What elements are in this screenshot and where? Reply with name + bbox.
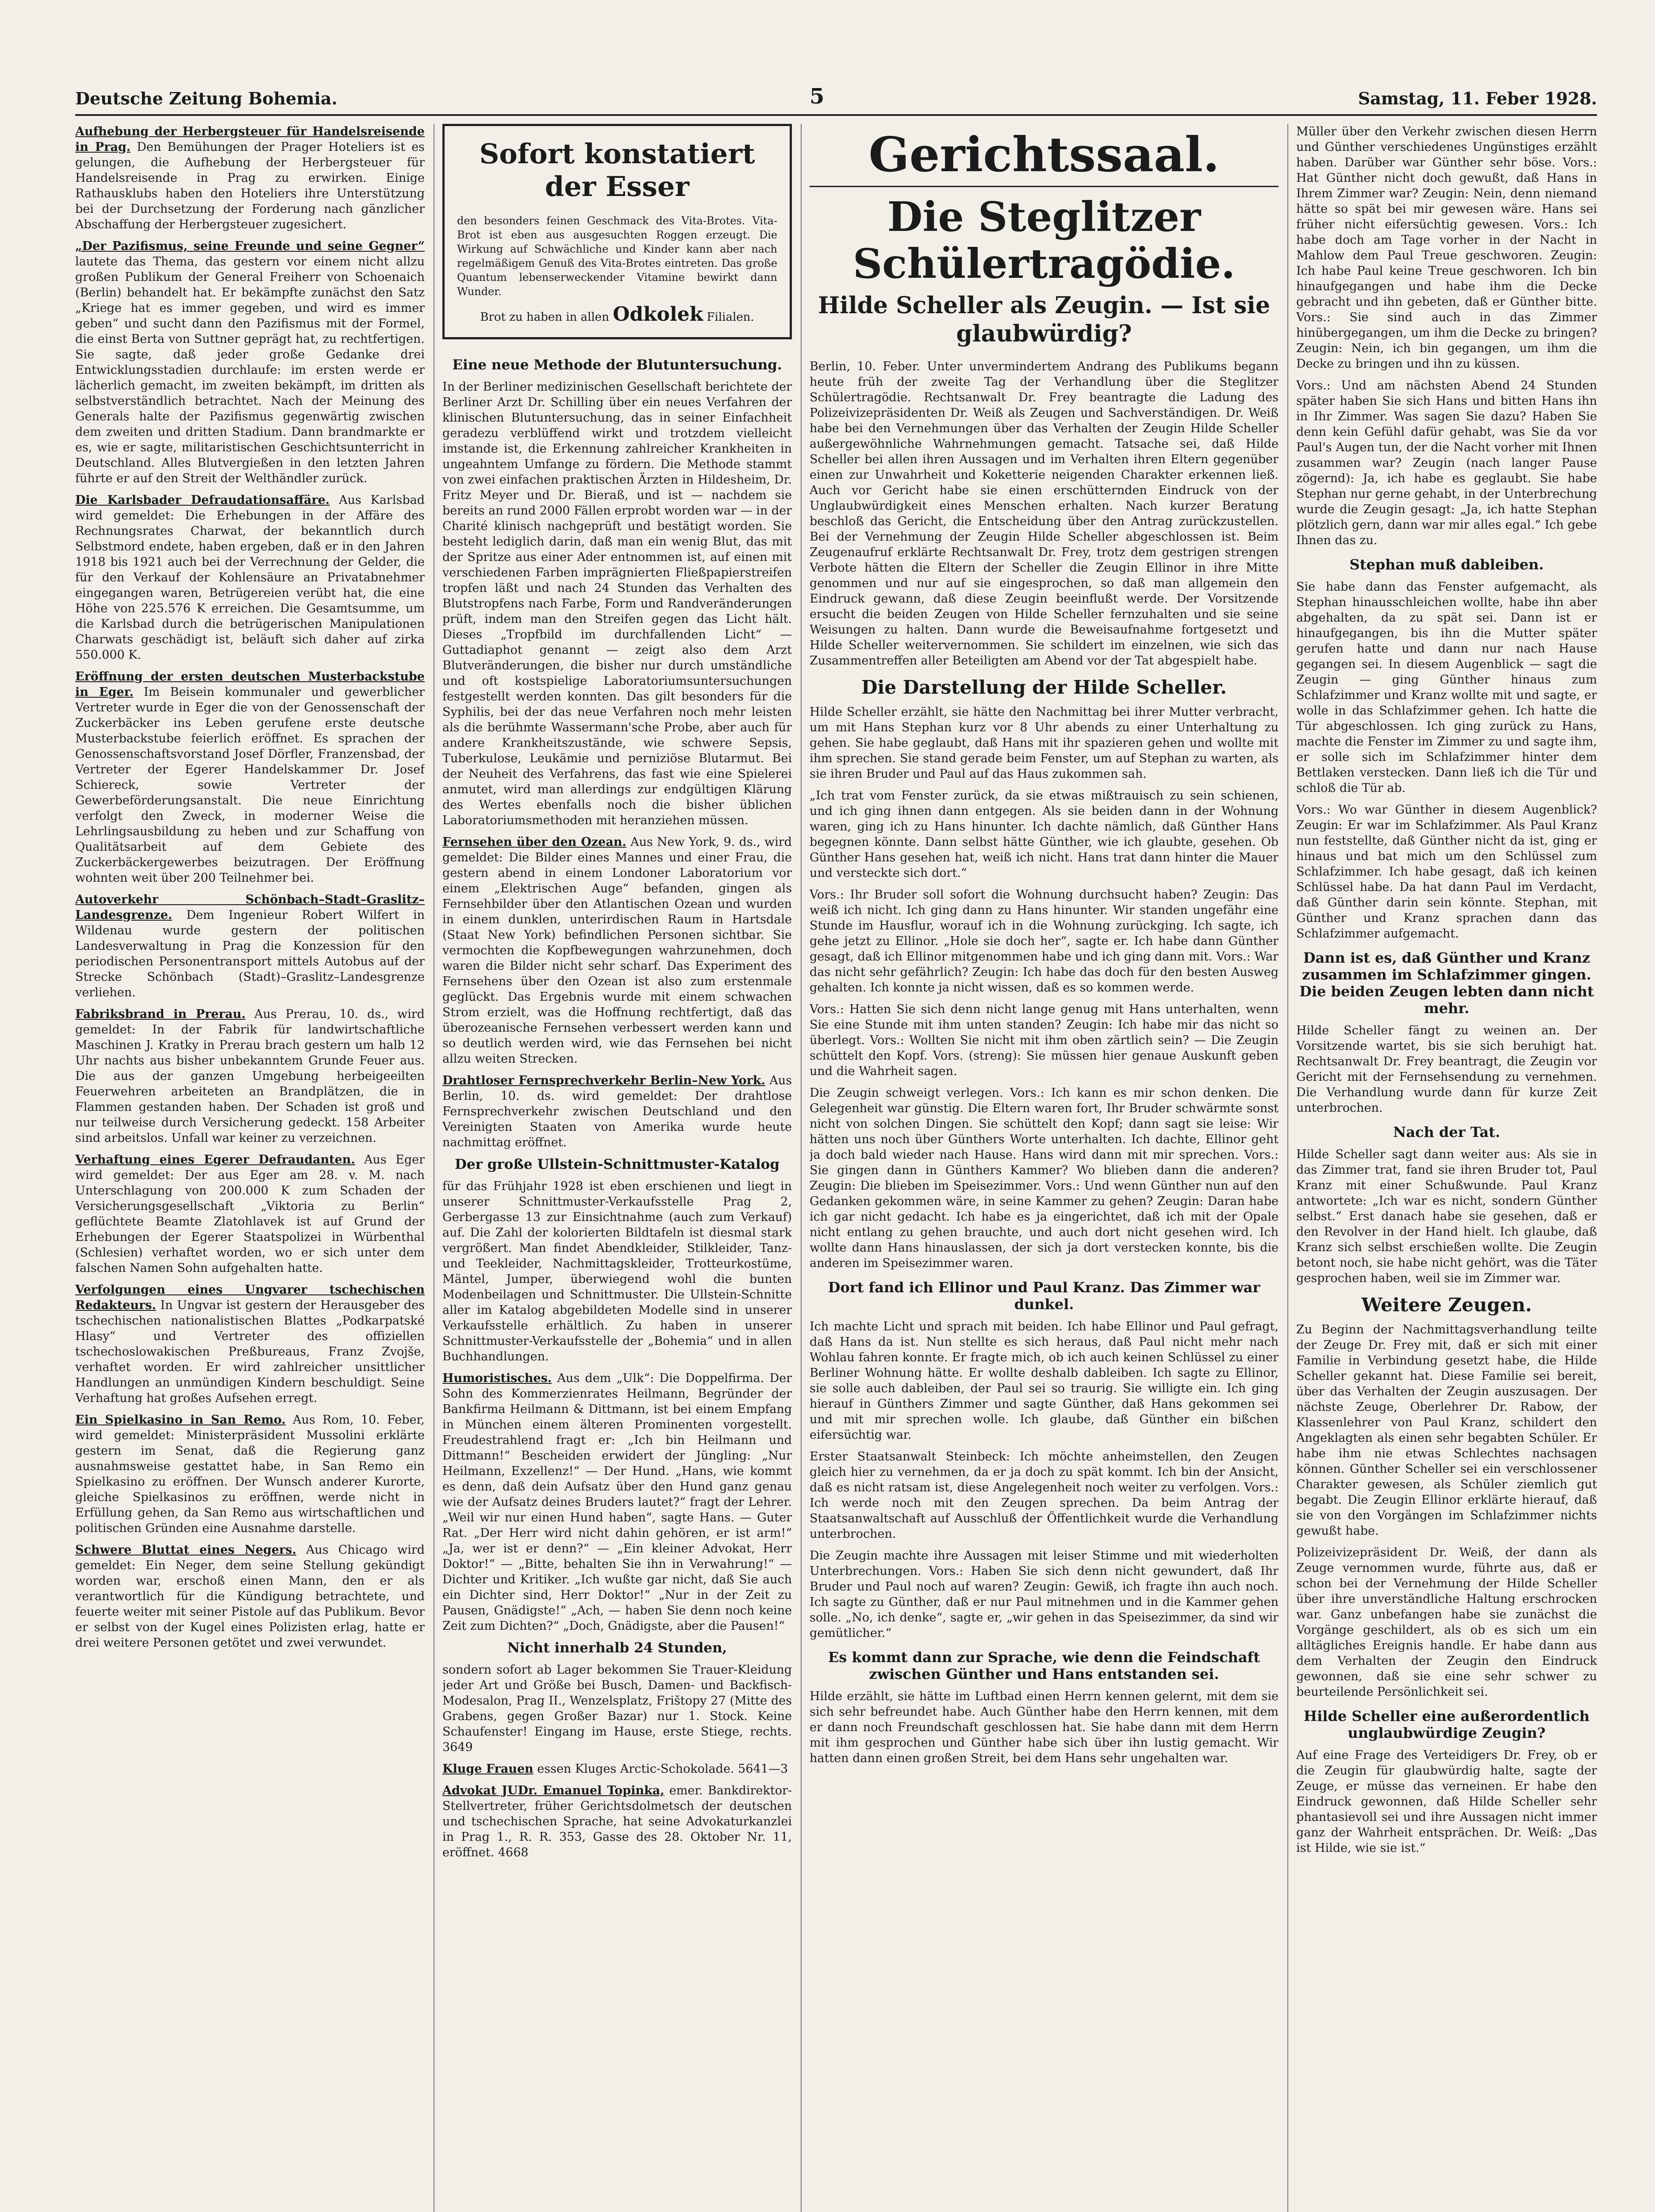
ad-body: sondern sofort ab Lager bekommen Sie Trauer-Kleidung jeder Art und Größe bei Busch, Damen- und Backfisch-Modesalon, Prag II., Wenzelsplatz, Frištopy 27 (Mitte des Grabens, gegen Großer Bazar) nur 1. Stock. Keine Schaufenster! Eingang im Hause, erste Stiege, rechts. xyxy=(442,1663,792,1739)
news-item xyxy=(75,1542,425,1651)
ad-brand: Odkolek xyxy=(613,303,703,326)
article-subtitle: Hilde Scheller eine außerordentlich unglaubwürdige Zeugin? xyxy=(1303,1708,1590,1741)
item-head: Aufhebung der Herbergsteuer für Handelsreisende in Prag. xyxy=(75,125,425,154)
news-item xyxy=(442,834,792,1067)
ad-text xyxy=(442,1783,792,1860)
ad-body: emer. Bankdirektor-Stellvertreter, früher Gerichtsdolmetsch der deutschen und tschechischen Sprache, hat seine Advokaturkanzlei in Prag 1., R. R. 353, Gasse des 28. Oktober Nr. 11, eröffnet. xyxy=(442,1784,792,1859)
column-1 xyxy=(75,124,425,2212)
article-subtitle: Dann ist es, daß Günther und Kranz zusammen im Schlafzimmer gingen. Die beiden Zeugen lebten dann nicht mehr. xyxy=(1299,949,1594,1017)
article-text: Ich machte Licht und sprach mit beiden. Ich habe Ellinor und Paul gefragt, daß Hans da ist. Nun stellte es sich heraus, daß Paul nicht mehr nach Wohlau fahren konnte. Er fragte mich, ob ich auch keinen Schlüssel zu einer Berliner Wohnung hätte. Er wollte deshalb dableiben. Ich sagte zu Ellinor, sie solle auch dableiben, der Paul sei so traurig. Sie willigte ein. Ich ging hierauf in Günthers Zimmer und sagte Günther, daß Hans gekommen sei und mit mir sprechen wolle. Ich glaube, daß Günther ein bißchen eifersüchtig war. xyxy=(810,1320,1279,1442)
ad-text: für das Frühjahr 1928 ist eben erschienen und liegt in unserer Schnittmuster-Verkaufsstelle Prag 2, Gerbergasse 13 zur Einsichtnahme (auch zum Verkauf) auf. Die Zahl der kolorierten Bildtafeln ist diesmal stark vergrößert. Man findet Abendkleider, Stilkleider, Tanz- und Teekleider, Nachmittagskleider, Trotteurkostüme, Mäntel, Jumper, überwiegend wohl die bunten Modenbeilagen und Schnittmuster. Die Ullstein-Schnitte aller im Katalog abgebildeten Modelle sind in unserer Verkaufsstelle erhältlich. Zu haben in unserer Schnittmuster-Verkaufsstelle der „Bohemia“ und in allen Buchhandlungen. xyxy=(442,1179,792,1363)
column-4 xyxy=(1296,124,1597,2212)
ad-title: Der große Ullstein-Schnittmuster-Katalog xyxy=(454,1156,780,1172)
ad-title: Sofort konstatiert der Esser xyxy=(479,138,755,203)
item-head: Ein Spielkasino in San Remo. xyxy=(75,1413,286,1427)
column-divider xyxy=(801,124,802,2212)
ad-text xyxy=(442,1662,792,1755)
item-head: Die Karlsbader Defraudationsaffäre. xyxy=(75,493,330,507)
sub-headline: Hilde Scheller als Zeugin. — Ist sie glaubwürdig? xyxy=(818,292,1271,347)
article-text: Vors.: Und am nächsten Abend 24 Stunden später haben Sie sich Hans und bitten Hans ihn in Ihr Zimmer. Was sagen Sie dazu? Haben Sie denn kein Gefühl dafür gehabt, was Sie da vor Paul's Augen tun, der die Nacht vorher mit Ihnen zusammen war? Zeugin (nach langer Pause zögernd): Ja, ich habe es geglaubt. Sie habe Stephan nur gerne gehabt, in der Unterbrechung wurde die Zeugin gesagt: „Ja, ich hatte Stephan plötzlich gern, dann war mir alles egal.“ Ich gebe Ihnen das zu. xyxy=(1296,379,1597,547)
item-head: Drahtloser Fernsprechverkehr Berlin–New York. xyxy=(442,1074,765,1087)
section-rule xyxy=(810,186,1279,187)
ad-title: Nicht innerhalb 24 Stunden, xyxy=(507,1640,727,1656)
page-header xyxy=(75,80,1597,115)
item-text: Aus Chicago wird gemeldet: Ein Neger, dem seine Stellung gekündigt worden war, erschoß einen Mann, den er als verantwortlich für die Kündigung betrachtete, und feuerte weiter mit seiner Pistole auf das Publikum. Bevor er selbst von der Kugel eines Polizisten erlag, hatte er drei weitere Personen getötet und zwei verwundet. xyxy=(75,1543,425,1650)
newspaper-page xyxy=(75,80,1597,2212)
article-text: Auf eine Frage des Verteidigers Dr. Frey, ob er die Zeugin für glaubwürdig halte, sagte der Zeuge, er müsse das verneinen. Er habe den Eindruck gewonnen, daß Hilde Scheller sehr phantasievoll sei und ihre Aussagen nicht immer ganz der Wahrheit entsprächen. Dr. Weiß: „Das ist Hilde, wie sie ist.“ xyxy=(1296,1748,1597,1855)
news-item xyxy=(75,1412,425,1536)
article-text: Polizeivizepräsident Dr. Weiß, der dann als Zeuge vernommen wurde, führte aus, daß er schon bei der Vernehmung der Hilde Scheller über ihre unverständliche Haltung erschrocken war. Ganz unbefangen habe sie zunächst die Vorgänge geschildert, als ob es sich um ein alltägliches Ereignis handle. Er habe dann aus dem Verhalten der Zeugin den Eindruck gewonnen, daß sie eine sehr schwer zu beurteilende Persönlichkeit sei. xyxy=(1296,1546,1597,1699)
article-text: Hilde Scheller fängt zu weinen an. Der Vorsitzende wartet, bis sie sich beruhigt hat. Rechtsanwalt Dr. Frey beantragt, die Zeugin vor Gericht mit der Fernsehsendung zu vernehmen. Die Verhandlung wurde dann für kurze Zeit unterbrochen. xyxy=(1296,1024,1597,1115)
item-text: Aus dem „Ulk“: Die Doppelfirma. Der Sohn des Kommerzienrates Heilmann, Begründer der Bankfirma Heilmann & Dittmann, ist bei einem Empfang in München einem älteren Prominenten vorgestellt. Freudestrahlend fragt er: „Ich bin Heilmann und Dittmann!“ Bescheiden erwidert der Jüngling: „Nur Heilmann, Exzellenz!“ — Der Hund. „Hans, wie kommt es denn, daß dein Aufsatz über den Hund ganz genau wie der Aufsatz deines Bruders lautet?“ fragt der Lehrer. „Weil wir nur einen Hund haben“, sagte Hans. — Guter Rat. „Der Herr wird nicht dahin gehören, er ist arm!“ „Ja, wer ist er denn?“ — „Ein kleiner Advokat, Herr Doktor!“ — „Bitte, behalten Sie ihn in Verwahrung!“ — Dichter und Kritiker. „Ich wußte gar nicht, daß Sie auch ein Dichter sind, Herr Doktor!“ „Nur in der Zeit zu Pausen, Gnädigste!“ „Ach, — haben Sie denn noch keine Zeit zum Dichten?“ „Doch, Gnädigste, aber die Pausen!“ xyxy=(442,1371,792,1633)
article-text: Hilde Scheller erzählt, sie hätte den Nachmittag bei ihrer Mutter verbracht, um mit Hans Stephan kurz vor 8 Uhr abends zu einer Unterhaltung zu gehen. Sie habe geglaubt, daß Hans mit ihr spazieren gehen und wollte mit ihm sprechen. Sie stand gerade beim Fenster, um auf Stephan zu warten, als sie ihren Bruder und Paul auf das Haus zukommen sah. xyxy=(810,705,1279,781)
article-text: Hilde erzählt, sie hätte im Luftbad einen Herrn kennen gelernt, mit dem sie sich sehr befreundet habe. Auch Günther habe den Herrn kennen, mit dem er dann noch Freundschaft geschlossen hat. Sie habe dann mit dem Herrn mit ihm gesprochen und Günther habe sich über ihn lustig gemacht. Wir hatten dann einen großen Streit, bei dem Hans sehr ungehalten war. xyxy=(810,1690,1279,1765)
column-2 xyxy=(442,124,792,2212)
article-subtitle: Dort fand ich Ellinor und Paul Kranz. Das Zimmer war dunkel. xyxy=(828,1279,1260,1313)
vita-brot-advertisement xyxy=(442,124,792,339)
issue-date: Samstag, 11. Feber 1928. xyxy=(1358,88,1597,108)
item-head: Fabriksbrand in Prerau. xyxy=(75,1007,246,1021)
item-head: Verfolgungen eines Ungvarer tschechischen Redakteurs. xyxy=(75,1283,425,1312)
item-head: Fernsehen über den Ozean. xyxy=(442,835,626,849)
ad-body: essen Kluges Arctic-Schokolade. xyxy=(537,1762,734,1776)
article-text: Erster Staatsanwalt Steinbeck: Ich möchte anheimstellen, den Zeugen gleich hier zu vernehmen, da er ja doch zu spät kommt. Ich bin der Ansicht, daß es nicht ratsam ist, diese Angelegenheit noch weiter zu verfolgen. Vors.: Ich werde noch mit den Zeugen sprechen. Da beim Antrag der Staatsanwaltschaft auf Ausschluß der Öffentlichkeit wurde die Verhandlung unterbrochen. xyxy=(810,1450,1279,1541)
item-text: Aus New York, 9. ds., wird gemeldet: Die Bilder eines Mannes und einer Frau, die gestern abend in einem Londoner Laboratorium vor einem „Elektrischen Auge“ befanden, gingen als Fernsehbilder über den Atlantischen Ozean und wurden in einem dunklen, unterirdischen Raum in Hartsdale (Staat New York) befindlichen Personen sichtbar. Sie vermochten die Kopfbewegungen wahrzunehmen, doch waren die Bilder nicht sehr scharf. Das Experiment des Fernsehens über den Ozean ist also zum erstenmale geglückt. Das Ergebnis wurde mit einem schwachen Strom erzielt, was die Hoffnung rechtfertigt, daß das überozeanische Fernsehen verbessert werden kann und so deutlich werden wird, wie das Fernsehen bei nicht allzu weiten Strecken. xyxy=(442,835,792,1066)
article-text: Vors.: Wo war Günther in diesem Augenblick? Zeugin: Er war im Schlafzimmer. Als Paul Kranz nun feststellte, daß Günther nicht da ist, ging er hinaus und bat mich um den Schlüssel zum Schlafzimmer. Ich habe gesagt, daß ich keinen Schlüssel habe. Da hat dann Paul im Verdacht, daß Günther darin sein könnte. Stephan, mit Günther und Kranz sprachen dann das Schlafzimmer aufgemacht. xyxy=(1296,803,1597,941)
news-item xyxy=(75,1282,425,1406)
ad-text xyxy=(442,1761,792,1777)
column-divider xyxy=(1287,124,1288,2212)
item-text: Aus Berlin, 10. ds. wird gemeldet: Der drahtlose Fernsprechverkehr zwischen Deutschland und den Vereinigten Staaten von Amerika wurde heute nachmittag eröffnet. xyxy=(442,1074,792,1149)
article-text: „Ich trat vom Fenster zurück, da sie etwas mißtrauisch zu sein schienen, und ich ging ihnen dann entgegen. Als sie beiden dann in der Wohnung waren, ging ich zu Hans hinunter. Ich dachte nämlich, daß Günther Hans begegnen könnte. Dann selbst hätte Günther, wie ich glaubte, gesehen. Ob Günther Hans gesehen hat, weiß ich nicht. Hans trat dann hinter die Mauer und versteckte sich dort.“ xyxy=(810,789,1279,880)
article-text: Hilde Scheller sagt dann weiter aus: Als sie in das Zimmer trat, fand sie ihren Bruder tot, Paul Kranz mit einer Schußwunde. Paul Kranz antwortete: „Ich war es nicht, sondern Günther selbst.“ Erst danach habe sie gesehen, daß er den Revolver in der Hand hielt. Ich glaube, daß Kranz sich selbst erschießen wollte. Die Zeugin betont noch, sie habe nicht gehört, was die Täter gesprochen haben, weil sie im Zimmer war. xyxy=(1296,1148,1597,1285)
article-text: Vors.: Hatten Sie sich denn nicht lange genug mit Hans unterhalten, wenn Sie eine Stunde mit ihm unten standen? Zeugin: Ich habe mir das nicht so überlegt. Vors.: Wollten Sie nicht mit ihm oben zärtlich sein? — Die Zeugin schüttelt den Kopf. Vors. (streng): Sie müssen hier genaue Auskunft geben und die Wahrheit sagen. xyxy=(810,1002,1279,1078)
masthead: Deutsche Zeitung Bohemia. xyxy=(75,88,338,108)
item-text: Im Beisein kommunaler und gewerblicher Vertreter wurde in Eger die von der Genossenschaft der Zuckerbäcker ins Leben gerufene erste deutsche Musterbackstube feierlich eröffnet. Es sprachen der Genossenschaftsvorstand Josef Dörfler, Franzensbad, der Vertreter der Egerer Handelskammer Dr. Josef Schiereck, sowie Vertreter der Gewerbeförderungsanstalt. Die neue Einrichtung verfolgt den Zweck, in moderner Weise die Lehrlingsausbildung zu heben und zur Schaffung von Qualitätsarbeit auf dem Gebiete des Zuckerbäckergewerbes beizutragen. Der Eröffnung wohnten weit über 200 Teilnehmer bei. xyxy=(75,685,425,885)
news-item xyxy=(442,1073,792,1150)
item-text: Dem Ingenieur Robert Wilfert in Wildenau wurde gestern der politischen Landesverwaltung in Prag die Konzession für den periodischen Personentransport mittels Autobus auf der Strecke Schönbach (Stadt)–Graslitz–Landesgrenze verliehen. xyxy=(75,908,425,999)
article-text: Müller über den Verkehr zwischen diesen Herrn und Günther verschiedenes Ungünstiges erzählt haben. Darüber war Günther sehr böse. Vors.: Hat Günther nicht doch gewußt, daß Hans in Ihrem Zimmer war? Zeugin: Nein, denn niemand hätte so spät bei mir gewesen wäre. Hans sei früher nicht eifersüchtig gewesen. Vors.: Ich habe doch am Tage vorher in der Nacht in Mahlow dem Paul Treue geschworen. Zeugin: Ich habe Paul keine Treue geschworen. Ich bin hinaufgegangen und habe ihm die Decke gebracht und ihn gebeten, daß er Günther bitte. Vors.: Sie sind auch in das Zimmer hinübergegangen, um ihm die Decke zu bringen? Zeugin: Nein, ich bin gegangen, um ihm die Decke zu bringen und ihn zu küssen. xyxy=(1296,125,1597,371)
main-headline: Die Steglitzer Schülertragödie. xyxy=(852,193,1236,288)
ad-number: 5641—3 xyxy=(738,1762,788,1776)
article-text: Die Zeugin machte ihre Aussagen mit leiser Stimme und mit wiederholten Unterbrechungen. Vors.: Haben Sie sich denn nicht gewundert, daß Ihr Bruder und Paul noch auf waren? Zeugin: Gewiß, ich fragte ihn auch noch. Ich sagte zu Günther, daß er nur Paul mitnehmen und in die Kammer gehen solle. „No, ich denke“, sagte er, „wir gehen in das Speisezimmer, da sind wir gemütlicher.“ xyxy=(810,1549,1279,1640)
article-text: Zu Beginn der Nachmittagsverhandlung teilte der Zeuge Dr. Frey mit, daß er sich mit einer Familie in Verbindung gesetzt habe, die Hilde Scheller gekannt hat. Diese Familie sei bereit, über das Verhalten der Zeugin auszusagen. Der nächste Zeuge, Oberlehrer Dr. Rabow, der Klassenlehrer von Paul Kranz, schildert den Angeklagten als einen sehr begabten Schüler. Er habe ihm nie etwas Schlechtes nachsagen können. Günther Scheller sei ein verschlossener Charakter gewesen, als Schüler ziemlich gut begabt. Die Zeugin Ellinor erklärte hierauf, daß sie von den Vorgängen im Schlafzimmer nichts gewußt habe. xyxy=(1296,1323,1597,1538)
news-item xyxy=(75,892,425,1000)
section-title: Gerichtssaal. xyxy=(868,127,1220,183)
ad-head: Kluge Frauen xyxy=(442,1762,534,1776)
item-head: Schwere Bluttat eines Negers. xyxy=(75,1543,296,1557)
item-text: Aus Eger wird gemeldet: Der aus Eger am 28. v. M. nach Unterschlagung von 200.000 K zum Schaden der Versicherungsgesellschaft „Viktoria zu Berlin“ geflüchtete Beamte Zlatohlavek ist auf Grund der Erhebungen der Egerer Staatspolizei in Würbenthal (Schlesien) verhaftet worden, wo er sich unter dem falschen Namen Sohn aufgehalten hatte. xyxy=(75,1153,425,1275)
article-text: Sie habe dann das Fenster aufgemacht, als Stephan hinausschleichen wollte, habe ihn aber abgehalten, da zu spät sei. Dann ist er hinaufgegangen, bis ihn die Mutter später gerufen hatte und dann nur nach Hause gegangen sei. In diesem Augenblick — sagt die Zeugin — ging Günther hinaus zum Schlafzimmer und Kranz wollte mit und sagte, er wolle in das Schlafzimmer gehen. Ich hatte die Tür abgeschlossen. Ich ging zurück zu Hans, machte die Fenster im Zimmer zu und sagte ihm, er solle sich im Schlafzimmer hinter dem Bettlaken verstecken. Dann ließ ich die Tür und schloß die Tür ab. xyxy=(1296,580,1597,795)
ad-head: Advokat JUDr. Emanuel Topinka, xyxy=(442,1784,664,1797)
column-3 xyxy=(810,124,1279,2212)
item-text: lautete das Thema, das gestern vor einem nicht allzu großen Publikum der General Freiherr von Schoenaich (Berlin) behandelt hat. Er bekämpfte zunächst den Satz „Kriege hat es immer gegeben, und wird es immer geben“ und sucht dann den Pazifismus mit der Formel, die einst Berta von Suttner geprägt hat, zu rechtfertigen. Sie sagte, daß jeder große Gedanke drei Entwicklungsstadien durchlaufe: im ersten werde er lächerlich gemacht, im zweiten bekämpft, im dritten als selbstverständlich betrachtet. Nach der Meinung des Generals halte der Pazifismus gegenwärtig zwischen dem zweiten und dritten Stadium. Dann brandmarkte er es, wie er sagte, militaristischen Geschichtsunterricht in Deutschland. Alles Blutvergießen in den letzten Jahren führte er auf den Streit der Welthändler zurück. xyxy=(75,255,425,485)
item-text: Aus Karlsbad wird gemeldet: Die Erhebungen in der Affäre des Rechnungsrates Charwat, der bekanntlich durch Selbstmord endete, haben ergeben, daß er in den Jahren 1918 bis 1921 auch bei der Verrechnung der Gelder, die für den Verkauf der Kohlensäure an Privatabnehmer eingegangen waren, Betrügereien verübt hat, die eine Höhe von 225.576 K erreichen. Die Gesamtsumme, um die Karlsbad durch die betrügerischen Manipulationen Charwats geschädigt ist, beläuft sich daher auf zirka 550.000 K. xyxy=(75,493,425,662)
item-head: Humoristisches. xyxy=(442,1371,552,1385)
article-subtitle: Es kommt dann zur Sprache, wie denn die Feindschaft zwischen Günther und Hans entstanden sei. xyxy=(828,1649,1260,1682)
news-item xyxy=(75,1152,425,1276)
ad-number: 3649 xyxy=(442,1740,473,1754)
news-item xyxy=(75,238,425,486)
item-head: „Der Pazifismus, seine Freunde und seine Gegner“ xyxy=(75,239,425,253)
news-item xyxy=(442,1371,792,1634)
article-intro: Berlin, 10. Feber. Unter unvermindertem Andrang des Publikums begann heute früh der zweite Tag der Verhandlung über die Steglitzer Schülertragödie. Rechtsanwalt Dr. Frey beantragte die Ladung des Polizeivizepräsidenten Dr. Weiß als Zeugen und Sachverständigen. Dr. Weiß habe bei den Vernehmungen über das Verhalten der Zeugin Hilde Scheller außergewöhnliche Wahrnehmungen gemacht. Tatsache sei, daß Hilde Scheller bei allen ihren Aussagen und im Verhalten ihren Eltern gegenüber einen zur Unwahrheit und Koketterie neigenden Charakter erkennen ließ. Auch vor Gericht habe sie einen erschütternden Eindruck von der Unglaubwürdigkeit eines Menschen erhalten. Nach kurzer Beratung beschloß das Gericht, die Entscheidung über den Antrag zurückzustellen. Bei der Vernehmung der Zeugin Hilde Scheller abgeschlossen ist. Beim Zeugenaufruf erklärte Rechtsanwalt Dr. Frey, trotz dem gestrigen strengen Verbote hätten die Eltern der Scheller die Zeugin Ellinor in ihre Mitte genommen und nur auf sie eingesprochen, so daß man allgemein den Eindruck gewann, daß diese Zeugin beeinflußt werde. Der Vorsitzende ersucht die beiden Zeugen von Hilde Scheller fernzuhalten und sie seine Weisungen zu halten. Dann wurde die Beweisaufnahme fortgesetzt und Hilde Scheller weitervernommen. Sie schildert im einzelnen, wie sich das Zusammentreffen aller Beteiligten am Abend vor der Tat abgespielt habe. xyxy=(810,360,1279,668)
item-head: Eröffnung der ersten deutschen Musterbackstube in Eger. xyxy=(75,670,425,699)
ad-foot-prefix: Brot zu haben in allen xyxy=(480,311,609,324)
item-text: Den Bemühungen der Prager Hoteliers ist es gelungen, die Aufhebung der Herbergsteuer für Handelsreisende in Prag zu erwirken. Einige Rathausklubs haben den Hoteliers ihre Unterstützung bei der Durchsetzung der Forderung nach gänzlicher Abschaffung der Herbergsteuer zugesichert. xyxy=(75,140,425,231)
ad-footer xyxy=(457,303,777,326)
article-subtitle: Nach der Tat. xyxy=(1393,1124,1500,1141)
article-text: Die Zeugin schweigt verlegen. Vors.: Ich kann es mir schon denken. Die Gelegenheit war günstig. Die Eltern waren fort, Ihr Bruder schwärmte sonst nicht von solchen Dingen. Sie schüttelt den Kopf; dann sagt sie leise: Wir hätten uns noch über Günthers Worte unterhalten. Ich dachte, Ellinor geht ja doch bald wieder nach Hause. Hans wird dann mit mir sprechen. Vors.: Sie gingen dann in Günthers Kammer? Wo blieben dann die anderen? Zeugin: Die blieben im Speisezimmer. Vors.: Und wenn Günther nun auf den Gedanken gekommen wäre, in seine Kammer zu gehen? Zeugin: Daran habe ich gar nicht gedacht. Ich habe es ja eingerichtet, daß ich mit der Opale nicht entlang zu gehen brauchte, und auch dort nicht gesehen wird. Ich wollte dann Hans hinauslassen, der sich ja dort verstecken konnte, bis die anderen im Speisezimmer waren. xyxy=(810,1086,1279,1270)
item-head: Autoverkehr Schönbach–Stadt–Graslitz–Landesgrenze. xyxy=(75,893,425,922)
ad-number: 4668 xyxy=(498,1846,529,1859)
news-item xyxy=(75,492,425,663)
news-item xyxy=(75,1006,425,1146)
item-text: Aus Rom, 10. Feber, wird gemeldet: Ministerpräsident Mussolini erklärte gestern im Senat, daß die Regierung ganz ausnahmsweise gestattet habe, in San Remo ein Spielkasino zu eröffnen. Der Wunsch anderer Kurorte, gleiche Spielkasinos zu eröffnen, werde nicht in Erfüllung gehen, da San Remo aus wirtschaftlichen und politischen Gründen eine Ausnahme darstelle. xyxy=(75,1413,425,1535)
ad-body: den besonders feinen Geschmack des Vita-Brotes. Vita-Brot ist eben aus ausgesuchten Roggen erzeugt. Die Wirkung auf Schwächliche und Kinder kann aber nach regelmäßigem Genuß des Vita-Brotes eintreten. Das große Quantum lebenserweckender Vitamine bewirkt dann Wunder. xyxy=(457,215,777,298)
ad-foot-suffix: Filialen. xyxy=(707,311,754,324)
item-text: Aus Prerau, 10. ds., wird gemeldet: In der Fabrik für landwirtschaftliche Maschinen J. Kratky in Prerau brach gestern um halb 12 Uhr nachts aus bisher unbekanntem Grunde Feuer aus. Die aus der ganzen Umgebung herbeigeeilten Feuerwehren arbeiteten an Brandplätzen, die in Flammen gestanden haben. Der Schaden ist groß und nur teilweise durch Versicherung gedeckt. 158 Arbeiter sind arbeitslos. Unfall war keiner zu verzeichnen. xyxy=(75,1007,425,1145)
item-head: Verhaftung eines Egerer Defraudanten. xyxy=(75,1153,355,1167)
news-item xyxy=(75,124,425,232)
news-item xyxy=(75,669,425,886)
article-text: In der Berliner medizinischen Gesellschaft berichtete der Berliner Arzt Dr. Schilling über ein neues Verfahren der klinischen Blutuntersuchung, das in seiner Einfachheit geradezu verblüffend wirkt und trotzdem vielleicht imstande ist, die Erkennung zahlreicher Krankheiten in ungeahntem Umfange zu fördern. Die Methode stammt von zwei einfachen praktischen Ärzten in Hildesheim, Dr. Fritz Meyer und Dr. Bieraß, und ist — nachdem sie bereits an rund 2000 Fällen erprobt worden war — in der Charité klinisch nachgeprüft und bestätigt worden. Sie besteht lediglich darin, daß man ein wenig Blut, das mit der Spritze aus einer Ader entnommen ist, auf einen mit verschiedenen Farben imprägnierten Fließpapierstreifen tropfen läßt und nach 24 Stunden das Verhalten des Blutstropfens nach Farbe, Form und Randveränderungen prüft, indem man den Streifen gegen das Licht hält. Dieses „Tropfbild im durchfallenden Licht“ — Guttadiaphot genannt — zeigt also dem Arzt Blutveränderungen, die bisher nur durch umständliche und oft kostspielige Laboratoriumsuntersuchungen festgestellt werden konnten. Das gilt besonders für die Syphilis, bei der das neue Verfahren noch mehr leisten als die berühmte Wassermann'sche Probe, aber auch für andere Krankheitszustände, wie schwere Sepsis, Tuberkulose, Leukämie und perniziöse Blutarmut. Bei der Neuheit des Verfahrens, das fast wie eine Spielerei anmutet, wird man allerdings zur endgültigen Klärung des Wertes ebenfalls noch die bisher üblichen Laboratoriumsmethoden mit heranziehen müssen. xyxy=(442,380,792,827)
article-text: Vors.: Ihr Bruder soll sofort die Wohnung durchsucht haben? Zeugin: Das weiß ich nicht. Ich ging dann zu Hans hinunter. Wir standen ungefähr eine Stunde im Hausflur, worauf ich in die Wohnung zurückging. Ich sagte, ich gehe jetzt zu Ellinor. „Hole sie doch her“, sagte er. Ich habe dann Günther gesagt, daß ich Ellinor mitgenommen habe und ich ging dann mit. Vors.: War das nicht sehr gefährlich? Zeugin: Ich habe das doch für den besten Ausweg gehalten. Ich konnte ja nicht wissen, daß es so kommen werde. xyxy=(810,888,1279,995)
article-subtitle: Die Darstellung der Hilde Scheller. xyxy=(861,676,1227,698)
header-rule xyxy=(75,114,1597,116)
page-number: 5 xyxy=(810,84,825,109)
article-title: Eine neue Methode der Blutuntersuchung. xyxy=(452,357,782,373)
article-subtitle: Weitere Zeugen. xyxy=(1361,1294,1532,1316)
article-subtitle: Stephan muß dableiben. xyxy=(1349,556,1544,573)
item-text: In Ungvar ist gestern der Herausgeber des tschechischen nationalistischen Blattes „Podkarpatské Hlasy“ und Vertreter des offiziellen tschechoslowakischen Preßbureaus, Franz Zvojše, verhaftet worden. Er wird zahlreicher unsittlicher Handlungen an unmündigen Kindern beschuldigt. Seine Verhaftung hat großes Aufsehen erregt. xyxy=(75,1298,425,1405)
